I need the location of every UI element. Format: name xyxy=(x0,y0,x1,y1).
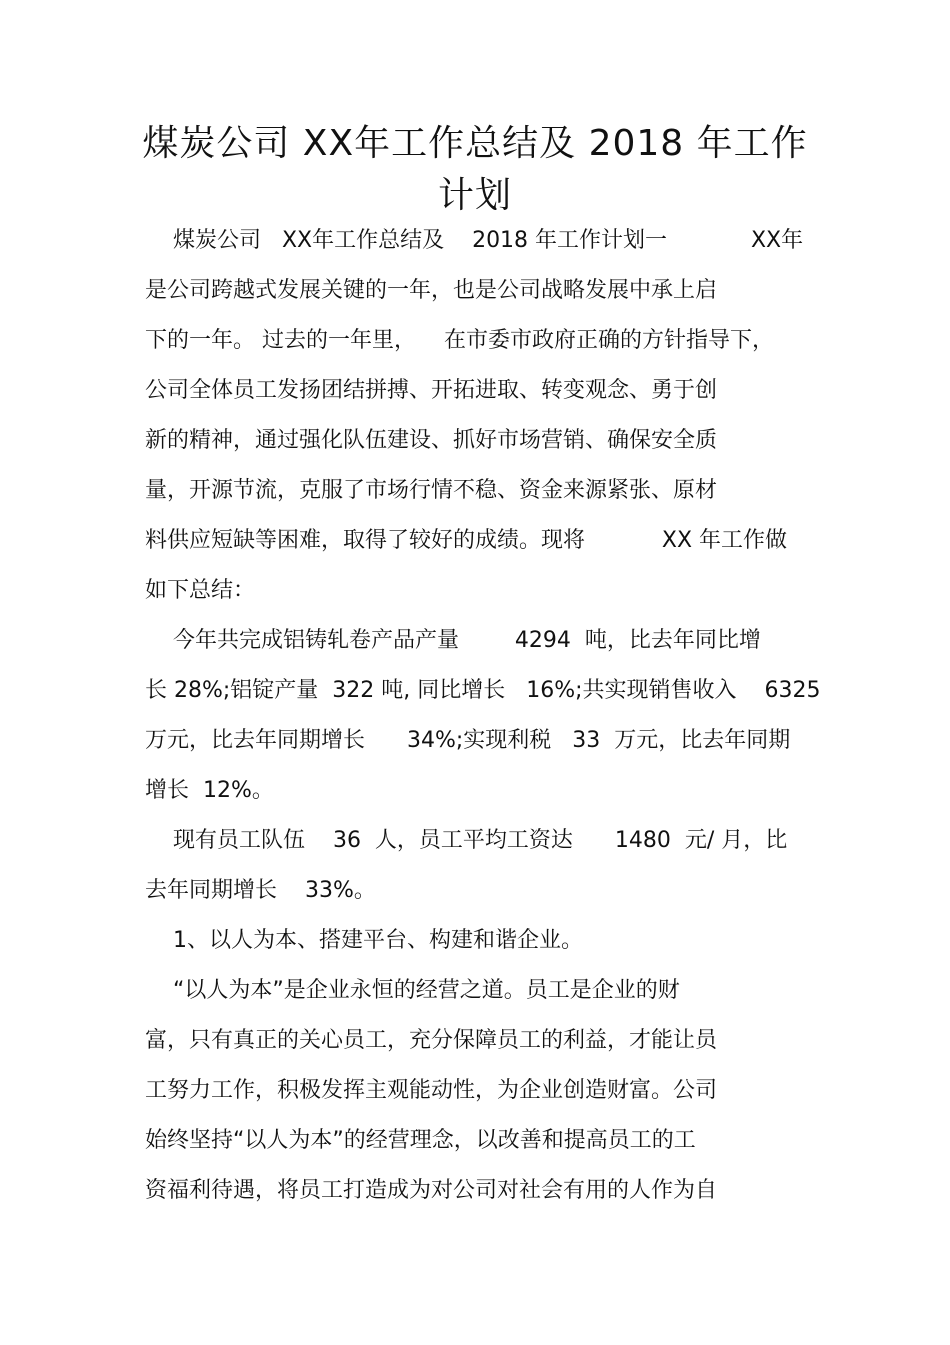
body-line: 煤炭公司 XX年工作总结及 2018 年工作计划一 XX年 xyxy=(145,228,804,253)
body-line: 新的精神，通过强化队伍建设、抓好市场营销、确保安全质 xyxy=(145,428,718,453)
title-line-2: 计划 xyxy=(437,175,512,216)
body-line: 万元，比去年同期增长 34%;实现利税 33 万元，比去年同期 xyxy=(145,728,791,753)
body-line: “以人为本”是企业永恒的经营之道。员工是企业的财 xyxy=(145,978,680,1003)
body-line: 去年同期增长 33%。 xyxy=(145,878,376,903)
body-line: 增长 12%。 xyxy=(145,778,274,803)
body-line: 公司全体员工发扬团结拼搏、开拓进取、转变观念、勇于创 xyxy=(145,378,718,403)
body-line: 富，只有真正的关心员工，充分保障员工的利益，才能让员 xyxy=(145,1028,718,1053)
body-line: 资福利待遇，将员工打造成为对公司对社会有用的人作为自 xyxy=(145,1178,718,1203)
document-title xyxy=(120,118,830,222)
body-line: 是公司跨越式发展关键的一年，也是公司战略发展中承上启 xyxy=(145,278,718,303)
body-line: 料供应短缺等困难，取得了较好的成绩。现将 XX 年工作做 xyxy=(145,528,788,553)
body-line: 长 28%;铝锭产量 322 吨, 同比增长 16%;共实现销售收入 6325 xyxy=(145,678,821,703)
body-line: 下的一年。 过去的一年里， 在市委市政府正确的方针指导下， xyxy=(145,328,774,353)
body-line: 工努力工作，积极发挥主观能动性，为企业创造财富。公司 xyxy=(145,1078,718,1103)
body-line: 始终坚持“以人为本”的经营理念，以改善和提高员工的工 xyxy=(145,1128,696,1153)
body-line: 如下总结： xyxy=(145,578,256,603)
body-line: 今年共完成铝铸轧卷产品产量 4294 吨，比去年同比增 xyxy=(145,628,761,653)
body-line: 量，开源节流，克服了市场行情不稳、资金来源紧张、原材 xyxy=(145,478,718,503)
body-line: 现有员工队伍 36 人，员工平均工资达 1480 元/ 月，比 xyxy=(145,828,788,853)
title-line-1: 煤炭公司 XX年工作总结及 2018 年工作 xyxy=(142,123,808,164)
section-heading: 1、以人为本、搭建平台、构建和谐企业。 xyxy=(145,928,583,953)
